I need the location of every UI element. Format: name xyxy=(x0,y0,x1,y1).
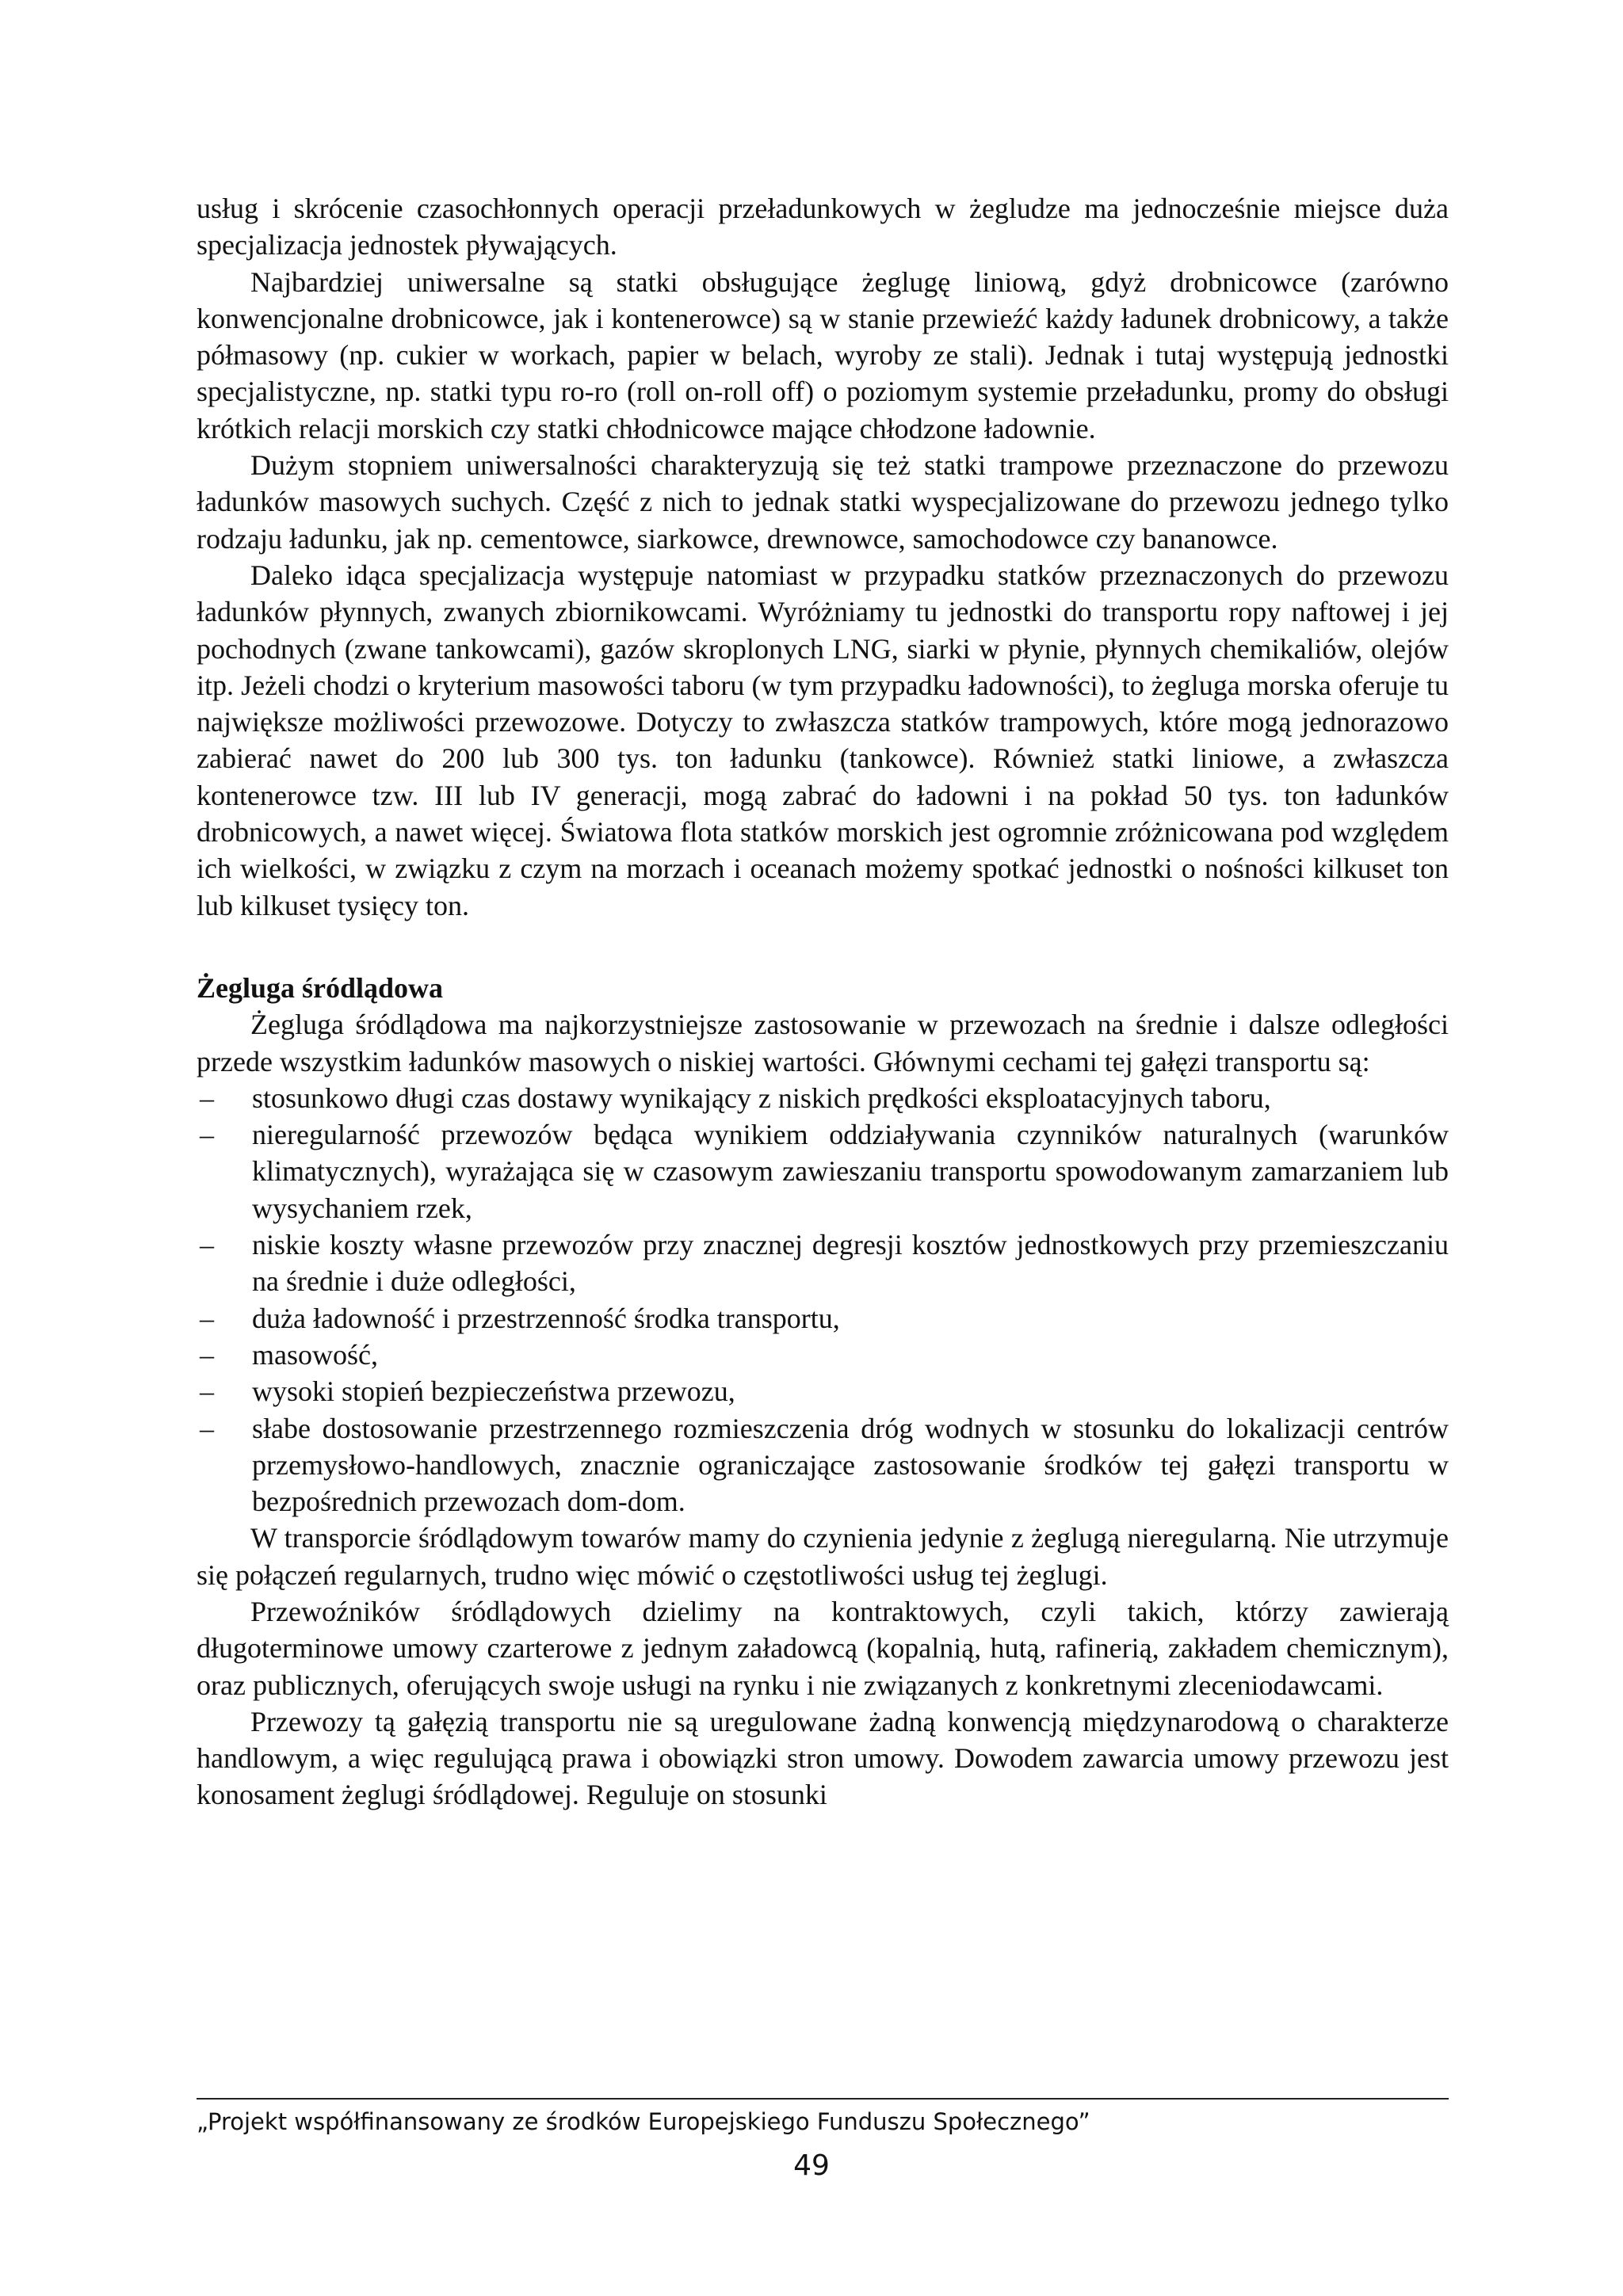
bullet-dash: – xyxy=(200,1375,214,1408)
list-item-text: słabe dostosowanie przestrzennego rozmieszczenia dróg wodnych w stosunku do lokalizacji centrów przemysłowo-handlowych, znacznie ograniczające zastosowanie środków tej gałęzi transportu w bezpośrednich przewozach dom-dom. xyxy=(252,1412,1449,1518)
list-item-text: stosunkowo długi czas dostawy wynikający z niskich prędkości eksploatacyjnych taboru, xyxy=(252,1081,1271,1114)
list-item-text: duża ładowność i przestrzenność środka transportu, xyxy=(252,1302,840,1334)
bullet-dash: – xyxy=(200,1412,214,1444)
page-number: 49 xyxy=(793,2149,830,2182)
list-item xyxy=(197,1080,1449,1116)
bullet-dash: – xyxy=(200,1338,214,1371)
paragraph-tankers: Daleko idąca specjalizacja występuje natomiast w przypadku statków przeznaczonych do przewozu ładunków płynnych, zwanych zbiornikowcami. Wyróżniamy tu jednostki do transportu ropy naftowej i jej pochodnych (zwane tankowcami), gazów skroplonych LNG, siarki w płynie, płynnych chemikaliów, olejów itp. Jeżeli chodzi o kryterium masowości taboru (w tym przypadku ładowności), to żegluga morska oferuje tu największe możliwości przewozowe. Dotyczy to zwłaszcza statków trampowych, które mogą jednorazowo zabierać nawet do 200 lub 300 tys. ton ładunku (tankowce). Również statki liniowe, a zwłaszcza kontenerowce tzw. III lub IV generacji, mogą zabrać do ładowni i na pokład 50 tys. ton ładunków drobnicowych, a nawet więcej. Światowa flota statków morskich jest ogromnie zróżnicowana pod względem ich wielkości, w związku z czym na morzach i oceanach możemy spotkać jednostki o nośności kilkuset ton lub kilkuset tysięcy ton. xyxy=(197,559,1449,921)
list-item xyxy=(197,1410,1449,1520)
list-item-text: wysoki stopień bezpieczeństwa przewozu, xyxy=(252,1375,735,1408)
paragraph-irregular-shipping: W transporcie śródlądowym towarów mamy do czynienia jedynie z żeglugą nieregularną. Nie utrzymuje się połączeń regularnych, trudno więc mówić o częstotliwości usług tej żeglugi. xyxy=(197,1522,1449,1591)
list-item xyxy=(197,1373,1449,1409)
list-item xyxy=(197,1337,1449,1373)
list-item xyxy=(197,1226,1449,1300)
page-content xyxy=(197,190,1449,1814)
list-item-text: masowość, xyxy=(252,1338,378,1371)
list-item-text: nieregularność przewozów będąca wynikiem oddziaływania czynników naturalnych (warunków klimatycznych), wyrażająca się w czasowym zawieszaniu transportu spowodowanym zamarzaniem lub wysychaniem rzek, xyxy=(252,1119,1449,1224)
list-item xyxy=(197,1300,1449,1337)
paragraph-regulations: Przewozy tą gałęzią transportu nie są uregulowane żadną konwencją międzynarodową o charakterze handlowym, a więc regulującą prawa i obowiązki stron umowy. Dowodem zawarcia umowy przewozu jest konosament żeglugi śródlądowej. Reguluje on stosunki xyxy=(197,1705,1449,1811)
list-item-text: niskie koszty własne przewozów przy znacznej degresji kosztów jednostkowych przy przemieszczaniu na średnie i duże odległości, xyxy=(252,1229,1449,1298)
bullet-dash: – xyxy=(200,1229,214,1261)
section-heading-inland-shipping: Żegluga śródlądowa xyxy=(197,971,444,1004)
footer-funding-note: „Projekt współfinansowany ze środków Europejskiego Funduszu Społecznego” xyxy=(197,2108,1090,2135)
paragraph-continuation: usług i skrócenie czasochłonnych operacji przeładunkowych w żegludze ma jednocześnie miejsce duża specjalizacja jednostek pływających. xyxy=(197,193,1449,261)
paragraph-tramp-ships: Dużym stopniem uniwersalności charakteryzują się też statki trampowe przeznaczone do przewozu ładunków masowych suchych. Część z nich to jednak statki wyspecjalizowane do przewozu jednego tylko rodzaju ładunku, jak np. cementowce, siarkowce, drewnowce, samochodowce czy bananowce. xyxy=(197,449,1449,555)
bullet-dash: – xyxy=(200,1081,214,1114)
paragraph-carriers: Przewoźników śródlądowych dzielimy na kontraktowych, czyli takich, którzy zawierają długoterminowe umowy czarterowe z jednym załadowcą (kopalnią, hutą, rafinerią, zakładem chemicznym), oraz publicznych, oferujących swoje usługi na rynku i nie związanych z konkretnymi zleceniodawcami. xyxy=(197,1595,1449,1701)
features-list xyxy=(197,1080,1449,1520)
footer-divider xyxy=(197,2098,1449,2100)
paragraph-inland-intro: Żegluga śródlądowa ma najkorzystniejsze zastosowanie w przewozach na średnie i dalsze odległości przede wszystkim ładunków masowych o niskiej wartości. Głównymi cechami tej gałęzi transportu są: xyxy=(197,1009,1449,1077)
paragraph-liner-ships: Najbardziej uniwersalne są statki obsługujące żeglugę liniową, gdyż drobnicowce (zarówno konwencjonalne drobnicowce, jak i kontenerowce) są w stanie przewieźć każdy ładunek drobnicowy, a także półmasowy (np. cukier w workach, papier w belach, wyroby ze stali). Jednak i tutaj występują jednostki specjalistyczne, np. statki typu ro-ro (roll on-roll off) o poziomym systemie przeładunku, promy do obsługi krótkich relacji morskich czy statki chłodnicowce mające chłodzone ładownie. xyxy=(197,265,1449,444)
bullet-dash: – xyxy=(200,1119,214,1151)
bullet-dash: – xyxy=(200,1302,214,1334)
list-item xyxy=(197,1116,1449,1226)
